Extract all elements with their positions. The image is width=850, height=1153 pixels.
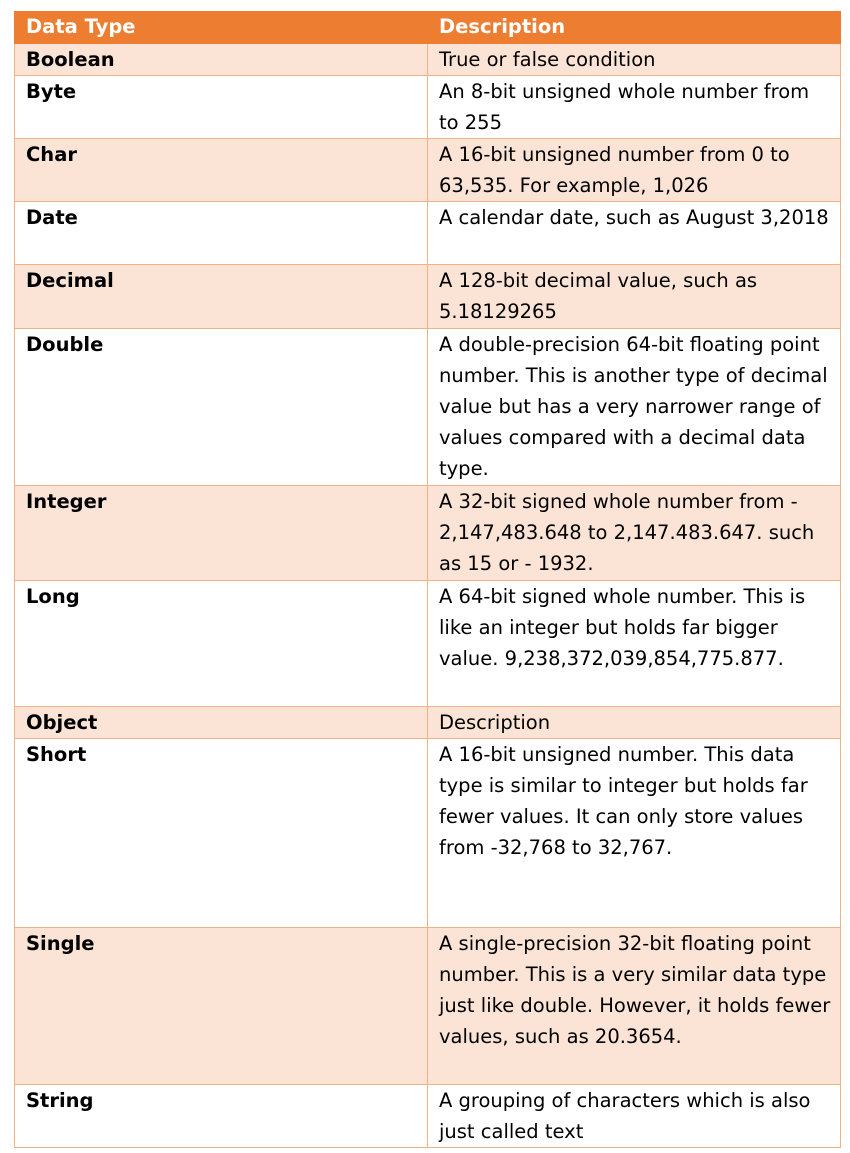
type-cell: Long: [15, 581, 428, 707]
header-data-type: Data Type: [15, 11, 428, 44]
type-cell: Double: [15, 329, 428, 486]
type-cell: Date: [15, 202, 428, 265]
type-cell: Boolean: [15, 44, 428, 76]
table-row: [15, 739, 841, 928]
description-cell: True or false condition: [428, 44, 841, 76]
table-row: [15, 202, 841, 265]
type-cell: Short: [15, 739, 428, 928]
table-row: [15, 329, 841, 486]
description-cell: Description: [428, 707, 841, 739]
type-cell: Byte: [15, 76, 428, 139]
header-description: Description: [428, 11, 841, 44]
type-cell: String: [15, 1085, 428, 1148]
description-cell: A single-precision 32-bit floating point number. This is a very similar data type just like double. However, it holds fewer values, such as 20.3654.: [428, 928, 841, 1085]
description-cell: A double-precision 64-bit floating point number. This is another type of decimal value but has a very narrower range of values compared with a decimal data type.: [428, 329, 841, 486]
description-cell: A 128-bit decimal value, such as 5.18129265: [428, 265, 841, 329]
description-cell: A 32-bit signed whole number from - 2,147,483.648 to 2,147.483.647. such as 15 or - 1932.: [428, 486, 841, 581]
table-row: [15, 139, 841, 202]
type-cell: Char: [15, 139, 428, 202]
type-cell: Single: [15, 928, 428, 1085]
table-row: [15, 76, 841, 139]
table-row: [15, 486, 841, 581]
table-row: [15, 581, 841, 707]
description-cell: A calendar date, such as August 3,2018: [428, 202, 841, 265]
data-types-table: [14, 11, 841, 1148]
type-cell: Object: [15, 707, 428, 739]
table-row: [15, 707, 841, 739]
table-row: [15, 1085, 841, 1148]
table-row: [15, 928, 841, 1085]
type-cell: Decimal: [15, 265, 428, 329]
description-cell: An 8-bit unsigned whole number from to 255: [428, 76, 841, 139]
table-row: [15, 265, 841, 329]
description-cell: A 16-bit unsigned number. This data type is similar to integer but holds far fewer values. It can only store values from -32,768 to 32,767.: [428, 739, 841, 928]
description-cell: A grouping of characters which is also just called text: [428, 1085, 841, 1148]
type-cell: Integer: [15, 486, 428, 581]
description-cell: A 16-bit unsigned number from 0 to 63,535. For example, 1,026: [428, 139, 841, 202]
table-row: [15, 44, 841, 76]
table-header-row: [15, 11, 841, 44]
description-cell: A 64-bit signed whole number. This is like an integer but holds far bigger value. 9,238,372,039,854,775.877.: [428, 581, 841, 707]
